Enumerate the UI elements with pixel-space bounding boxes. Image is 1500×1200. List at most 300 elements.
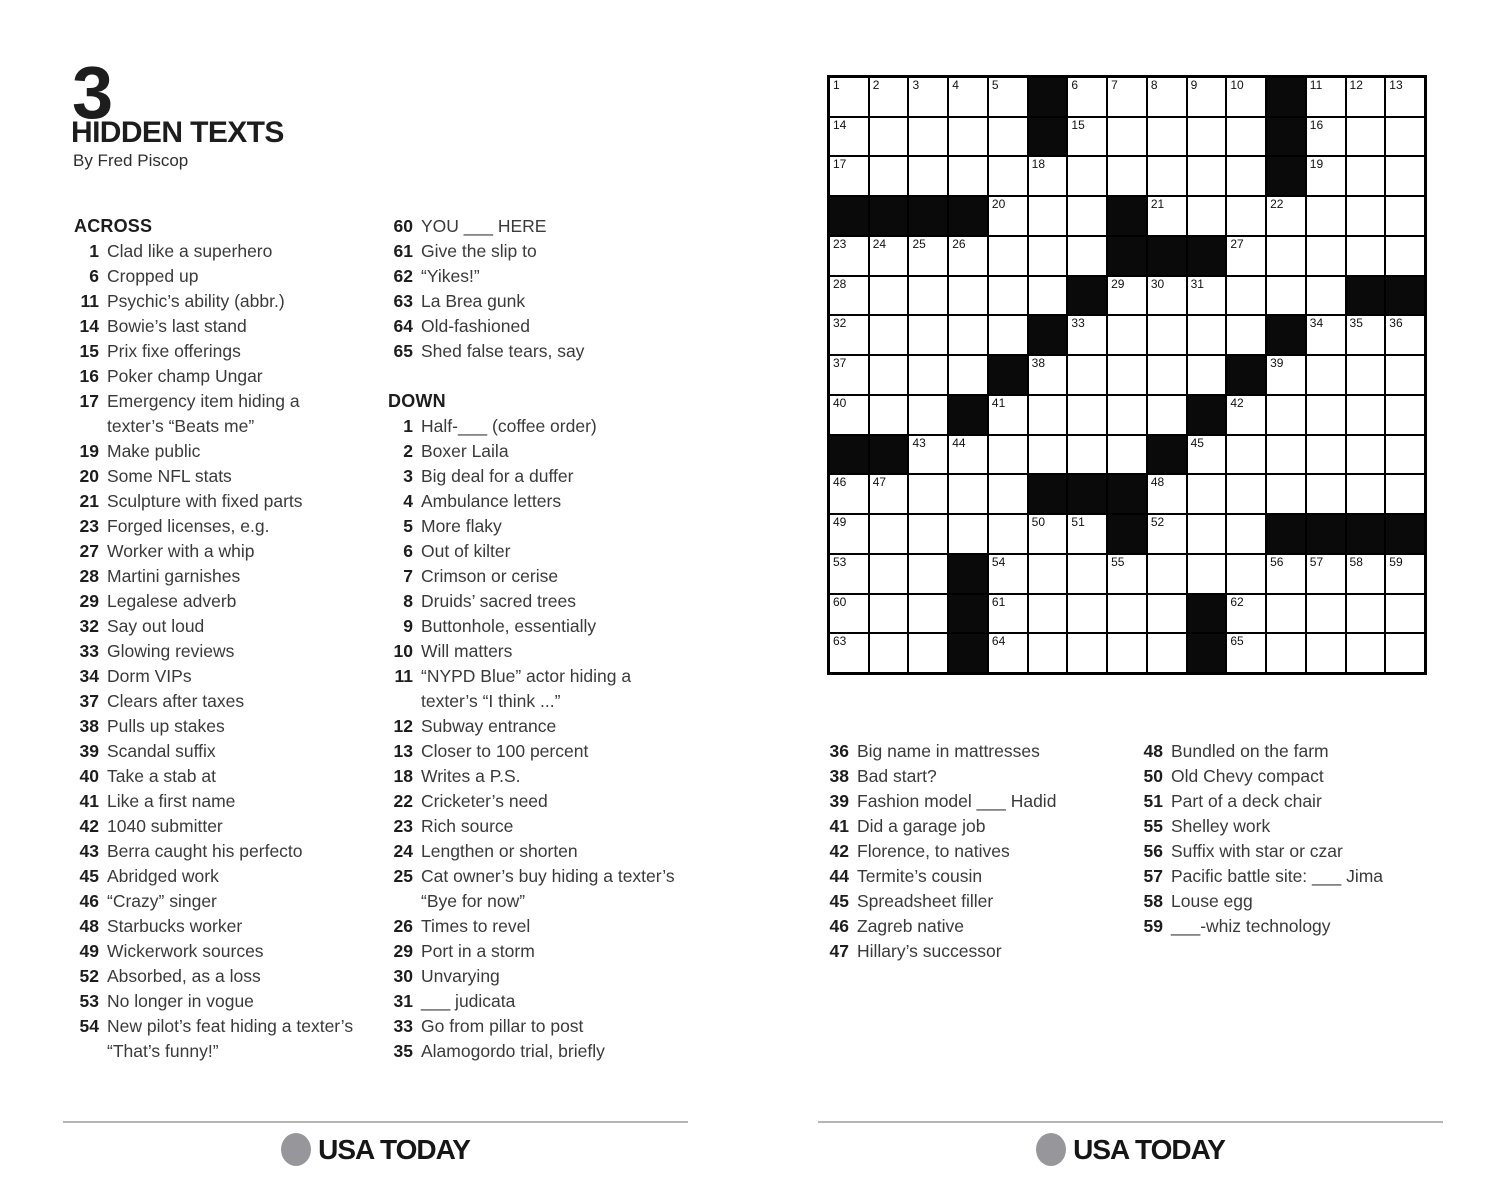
grid-cell[interactable] [988,77,1028,117]
grid-cell[interactable] [1226,196,1266,236]
grid-cell[interactable] [1385,156,1425,196]
grid-cell[interactable] [948,435,988,475]
grid-cell[interactable] [869,236,909,276]
clue-item [388,664,680,714]
clue-item [824,864,1120,889]
grid-cell[interactable] [988,594,1028,634]
grid-cell[interactable] [1346,554,1386,594]
black-square [1028,77,1068,117]
grid-cell[interactable] [1226,156,1266,196]
grid-cell[interactable] [1067,514,1107,554]
clue-text: Lengthen or shorten [421,841,578,861]
grid-cell[interactable] [1385,315,1425,355]
grid-cell[interactable] [1028,633,1068,673]
black-square [1107,514,1147,554]
grid-cell[interactable] [829,276,869,316]
clue-number: 35 [393,1041,413,1061]
grid-cell[interactable] [1028,435,1068,475]
cell-number: 32 [833,316,847,331]
grid-cell[interactable] [1028,554,1068,594]
grid-cell[interactable] [1067,395,1107,435]
grid-cell[interactable] [908,435,948,475]
cell-number: 36 [1389,316,1403,331]
clue-item [74,739,356,764]
grid-cell[interactable] [1067,117,1107,157]
clue-number: 58 [1143,891,1163,911]
grid-cell[interactable] [1187,77,1227,117]
grid-cell[interactable] [1385,474,1425,514]
clue-number: 40 [79,766,99,786]
grid-cell[interactable] [1346,156,1386,196]
clue-item [388,564,680,589]
grid-cell[interactable] [1346,435,1386,475]
black-square [1107,236,1147,276]
clue-text: Sculpture with fixed parts [107,491,303,511]
black-square [1187,594,1227,634]
clue-text: Abridged work [107,866,219,886]
grid-cell[interactable] [1306,315,1346,355]
grid-cell[interactable] [1028,355,1068,395]
clue-number: 53 [79,991,99,1011]
grid-cell[interactable] [869,474,909,514]
grid-cell[interactable] [829,474,869,514]
black-square [1187,633,1227,673]
grid-cell[interactable] [1067,196,1107,236]
grid-cell[interactable] [948,474,988,514]
clue-text: Cricketer’s need [421,791,548,811]
grid-cell[interactable] [948,315,988,355]
grid-cell[interactable] [1226,315,1266,355]
clue-item [388,839,680,864]
grid-cell[interactable] [1226,633,1266,673]
grid-cell[interactable] [1266,276,1306,316]
clue-item [74,714,356,739]
clue-text: Pacific battle site: ___ Jima [1171,866,1384,886]
grid-cell[interactable] [1385,355,1425,395]
grid-cell[interactable] [829,554,869,594]
clue-number: 10 [393,641,413,661]
grid-cell[interactable] [908,594,948,634]
grid-cell[interactable] [1107,355,1147,395]
grid-cell[interactable] [1107,435,1147,475]
grid-cell[interactable] [1147,117,1187,157]
grid-cell[interactable] [1187,554,1227,594]
grid-cell[interactable] [1028,276,1068,316]
grid-cell[interactable] [1147,276,1187,316]
grid-cell[interactable] [1266,395,1306,435]
grid-cell[interactable] [908,355,948,395]
grid-cell[interactable] [948,77,988,117]
grid-cell[interactable] [1385,594,1425,634]
grid-cell[interactable] [1306,474,1346,514]
grid-cell[interactable] [1346,315,1386,355]
footer-left [63,1121,688,1166]
grid-cell[interactable] [1346,355,1386,395]
grid-cell[interactable] [1187,117,1227,157]
clue-number: 46 [79,891,99,911]
grid-cell[interactable] [1028,236,1068,276]
clue-text: ___-whiz technology [1171,916,1331,936]
clue-text: Say out loud [107,616,205,636]
clue-number: 22 [393,791,413,811]
grid-cell[interactable] [1147,315,1187,355]
grid-cell[interactable] [1147,156,1187,196]
grid-cell[interactable] [869,355,909,395]
grid-cell[interactable] [908,315,948,355]
grid-cell[interactable] [1266,474,1306,514]
grid-cell[interactable] [988,156,1028,196]
grid-cell[interactable] [1226,554,1266,594]
clue-text: Martini garnishes [107,566,241,586]
grid-cell[interactable] [1187,435,1227,475]
cell-number: 39 [1270,356,1284,371]
grid-cell[interactable] [1107,77,1147,117]
clue-item [824,839,1120,864]
grid-cell[interactable] [908,276,948,316]
grid-cell[interactable] [948,117,988,157]
grid-cell[interactable] [1266,355,1306,395]
black-square [1226,355,1266,395]
grid-cell[interactable] [1306,276,1346,316]
clue-number: 21 [79,491,99,511]
grid-cell[interactable] [908,554,948,594]
grid-cell[interactable] [1346,236,1386,276]
clue-text: New pilot’s feat hiding a texter’s “That’s funny!” [107,1016,354,1061]
grid-cell[interactable] [908,633,948,673]
grid-cell[interactable] [1226,77,1266,117]
grid-cell[interactable] [1266,196,1306,236]
crossword-grid[interactable] [827,75,1427,675]
grid-cell[interactable] [1187,156,1227,196]
grid-cell[interactable] [988,554,1028,594]
grid-cell[interactable] [988,435,1028,475]
clue-number: 30 [393,966,413,986]
grid-cell[interactable] [869,156,909,196]
clue-item [388,1039,680,1064]
clue-text: Worker with a whip [107,541,255,561]
cell-number: 13 [1389,78,1403,92]
grid-cell[interactable] [1067,236,1107,276]
clue-number: 11 [394,666,413,686]
clue-text: Pulls up stakes [107,716,225,736]
clue-item [388,989,680,1014]
grid-cell[interactable] [829,77,869,117]
clue-text: Starbucks worker [107,916,243,936]
clue-text: Clad like a superhero [107,241,273,261]
grid-cell[interactable] [1226,117,1266,157]
clue-item [74,614,356,639]
grid-cell[interactable] [869,633,909,673]
clue-item [824,814,1120,839]
clue-number: 14 [79,316,99,336]
usatoday-logo [63,1133,688,1166]
grid-cell[interactable] [908,395,948,435]
grid-cell[interactable] [1226,514,1266,554]
grid-cell[interactable] [1107,156,1147,196]
cell-number: 8 [1150,78,1158,92]
grid-cell[interactable] [869,594,909,634]
grid-cell[interactable] [1067,435,1107,475]
grid-cell[interactable] [988,236,1028,276]
black-square [1187,395,1227,435]
clue-text: Wickerwork sources [107,941,264,961]
grid-cell[interactable] [1306,435,1346,475]
grid-cell[interactable] [1187,514,1227,554]
grid-cell[interactable] [988,514,1028,554]
clue-number: 1 [403,416,413,436]
grid-cell[interactable] [1226,395,1266,435]
clue-number: 9 [403,616,413,636]
cell-number: 25 [912,236,926,251]
grid-cell[interactable] [1147,395,1187,435]
cell-number: 45 [1190,435,1204,450]
grid-cell[interactable] [1306,77,1346,117]
grid-cell[interactable] [908,236,948,276]
grid-cell[interactable] [1147,633,1187,673]
clue-item [74,289,356,314]
grid-cell[interactable] [1266,435,1306,475]
clue-item [74,864,356,889]
clue-text: Subway entrance [421,716,557,736]
grid-cell[interactable] [1306,355,1346,395]
grid-cell[interactable] [829,355,869,395]
grid-cell[interactable] [1266,594,1306,634]
grid-cell[interactable] [1266,554,1306,594]
grid-cell[interactable] [869,514,909,554]
black-square [1385,514,1425,554]
clue-number: 39 [829,791,849,811]
grid-cell[interactable] [1147,474,1187,514]
grid-cell[interactable] [829,594,869,634]
cell-number: 62 [1230,594,1244,609]
grid-cell[interactable] [1187,315,1227,355]
grid-cell[interactable] [869,77,909,117]
grid-cell[interactable] [1147,355,1187,395]
grid-cell[interactable] [1028,514,1068,554]
grid-cell[interactable] [829,514,869,554]
grid-cell[interactable] [948,276,988,316]
grid-cell[interactable] [829,236,869,276]
grid-cell[interactable] [1107,554,1147,594]
grid-cell[interactable] [1187,355,1227,395]
grid-cell[interactable] [1306,236,1346,276]
grid-cell[interactable] [829,633,869,673]
clue-item [74,489,356,514]
clue-text: “Crazy” singer [107,891,217,911]
cell-number: 63 [833,634,847,649]
grid-cell[interactable] [1226,236,1266,276]
grid-cell[interactable] [908,77,948,117]
grid-cell[interactable] [908,117,948,157]
clue-item [824,914,1120,939]
grid-cell[interactable] [1067,554,1107,594]
grid-cell[interactable] [1067,594,1107,634]
grid-cell[interactable] [1107,276,1147,316]
grid-cell[interactable] [1107,594,1147,634]
black-square [1266,514,1306,554]
grid-cell[interactable] [869,315,909,355]
grid-cell[interactable] [1028,156,1068,196]
black-square [1306,514,1346,554]
grid-cell[interactable] [869,395,909,435]
black-square [948,196,988,236]
clue-number: 37 [79,691,99,711]
grid-cell[interactable] [1147,196,1187,236]
grid-cell[interactable] [908,156,948,196]
clue-text: Zagreb native [857,916,965,936]
clue-number: 33 [79,641,99,661]
grid-cell[interactable] [1147,554,1187,594]
grid-cell[interactable] [1107,117,1147,157]
across-clue-list-2 [388,214,680,364]
grid-cell[interactable] [1266,633,1306,673]
grid-cell[interactable] [1346,633,1386,673]
clue-number: 6 [89,266,99,286]
grid-cell[interactable] [829,395,869,435]
grid-cell[interactable] [1028,196,1068,236]
grid-cell[interactable] [1346,117,1386,157]
black-square [1346,514,1386,554]
grid-cell[interactable] [829,156,869,196]
grid-cell[interactable] [1067,315,1107,355]
clue-number: 1 [89,241,99,261]
grid-cell[interactable] [1385,554,1425,594]
clue-number: 48 [79,916,99,936]
clue-text: Half-___ (coffee order) [421,416,597,436]
grid-cell[interactable] [1385,395,1425,435]
grid-cell[interactable] [988,633,1028,673]
grid-cell[interactable] [988,196,1028,236]
grid-cell[interactable] [1147,77,1187,117]
grid-cell[interactable] [948,355,988,395]
grid-cell[interactable] [1306,633,1346,673]
cell-number: 4 [952,78,959,92]
grid-cell[interactable] [948,514,988,554]
grid-cell[interactable] [1385,77,1425,117]
grid-cell[interactable] [1147,514,1187,554]
grid-cell[interactable] [1067,156,1107,196]
grid-cell[interactable] [1187,196,1227,236]
clue-number: 11 [80,291,99,311]
clue-text: Big deal for a duffer [421,466,574,486]
clue-text: Poker champ Ungar [107,366,263,386]
grid-cell[interactable] [1187,474,1227,514]
clue-number: 45 [79,866,99,886]
grid-cell[interactable] [1187,276,1227,316]
cell-number: 16 [1309,117,1324,132]
puzzle-title: HIDDEN TEXTS [71,116,284,149]
grid-cell[interactable] [908,474,948,514]
grid-cell[interactable] [1306,554,1346,594]
clue-number: 55 [1143,816,1163,836]
grid-cell[interactable] [1067,633,1107,673]
grid-cell[interactable] [1107,395,1147,435]
clue-number: 41 [829,816,849,836]
clue-item [1138,889,1438,914]
grid-cell[interactable] [1306,395,1346,435]
grid-cell[interactable] [1306,196,1346,236]
clue-item [388,1014,680,1039]
clue-number: 29 [393,941,413,961]
clue-text: Out of kilter [421,541,511,561]
cell-number: 61 [991,594,1006,609]
grid-cell[interactable] [1226,474,1266,514]
grid-cell[interactable] [869,276,909,316]
grid-cell[interactable] [1346,77,1386,117]
grid-cell[interactable] [988,276,1028,316]
clue-item [824,789,1120,814]
cell-number: 47 [872,475,887,490]
grid-cell[interactable] [988,117,1028,157]
grid-cell[interactable] [1346,474,1386,514]
grid-cell[interactable] [1107,315,1147,355]
grid-cell[interactable] [1226,435,1266,475]
grid-cell[interactable] [1385,435,1425,475]
grid-cell[interactable] [1306,117,1346,157]
grid-cell[interactable] [1306,156,1346,196]
grid-cell[interactable] [1226,594,1266,634]
grid-cell[interactable] [1107,633,1147,673]
grid-cell[interactable] [829,117,869,157]
grid-cell[interactable] [1385,633,1425,673]
clue-item [388,489,680,514]
grid-cell[interactable] [908,514,948,554]
grid-cell[interactable] [1147,594,1187,634]
grid-cell[interactable] [1306,594,1346,634]
grid-cell[interactable] [1226,276,1266,316]
black-square [1028,117,1068,157]
clue-text: Absorbed, as a loss [107,966,261,986]
clue-text: Bowie’s last stand [107,316,247,336]
clue-text: Port in a storm [421,941,535,961]
grid-cell[interactable] [1028,594,1068,634]
grid-cell[interactable] [1346,196,1386,236]
cell-number: 19 [1309,157,1324,172]
cell-number: 38 [1031,356,1046,371]
cell-number: 24 [872,236,887,251]
grid-cell[interactable] [1067,355,1107,395]
clue-item [1138,739,1438,764]
black-square [1187,236,1227,276]
clue-item [824,889,1120,914]
clue-item [74,264,356,289]
grid-cell[interactable] [1385,236,1425,276]
grid-cell[interactable] [1067,77,1107,117]
cell-number: 6 [1071,78,1079,92]
clue-text: Make public [107,441,201,461]
grid-cell[interactable] [988,315,1028,355]
clue-text: Louse egg [1171,891,1253,911]
grid-cell[interactable] [1346,594,1386,634]
black-square [908,196,948,236]
grid-cell[interactable] [1385,117,1425,157]
grid-cell[interactable] [869,554,909,594]
grid-cell[interactable] [829,315,869,355]
grid-cell[interactable] [988,474,1028,514]
grid-cell[interactable] [1266,236,1306,276]
black-square [1107,196,1147,236]
grid-cell[interactable] [948,156,988,196]
grid-cell[interactable] [988,395,1028,435]
clue-text: Dorm VIPs [107,666,192,686]
grid-cell[interactable] [1385,196,1425,236]
black-square [948,554,988,594]
grid-cell[interactable] [869,117,909,157]
clue-number: 61 [393,241,413,261]
grid-cell[interactable] [948,236,988,276]
grid-cell[interactable] [1028,395,1068,435]
grid-cell[interactable] [1346,395,1386,435]
